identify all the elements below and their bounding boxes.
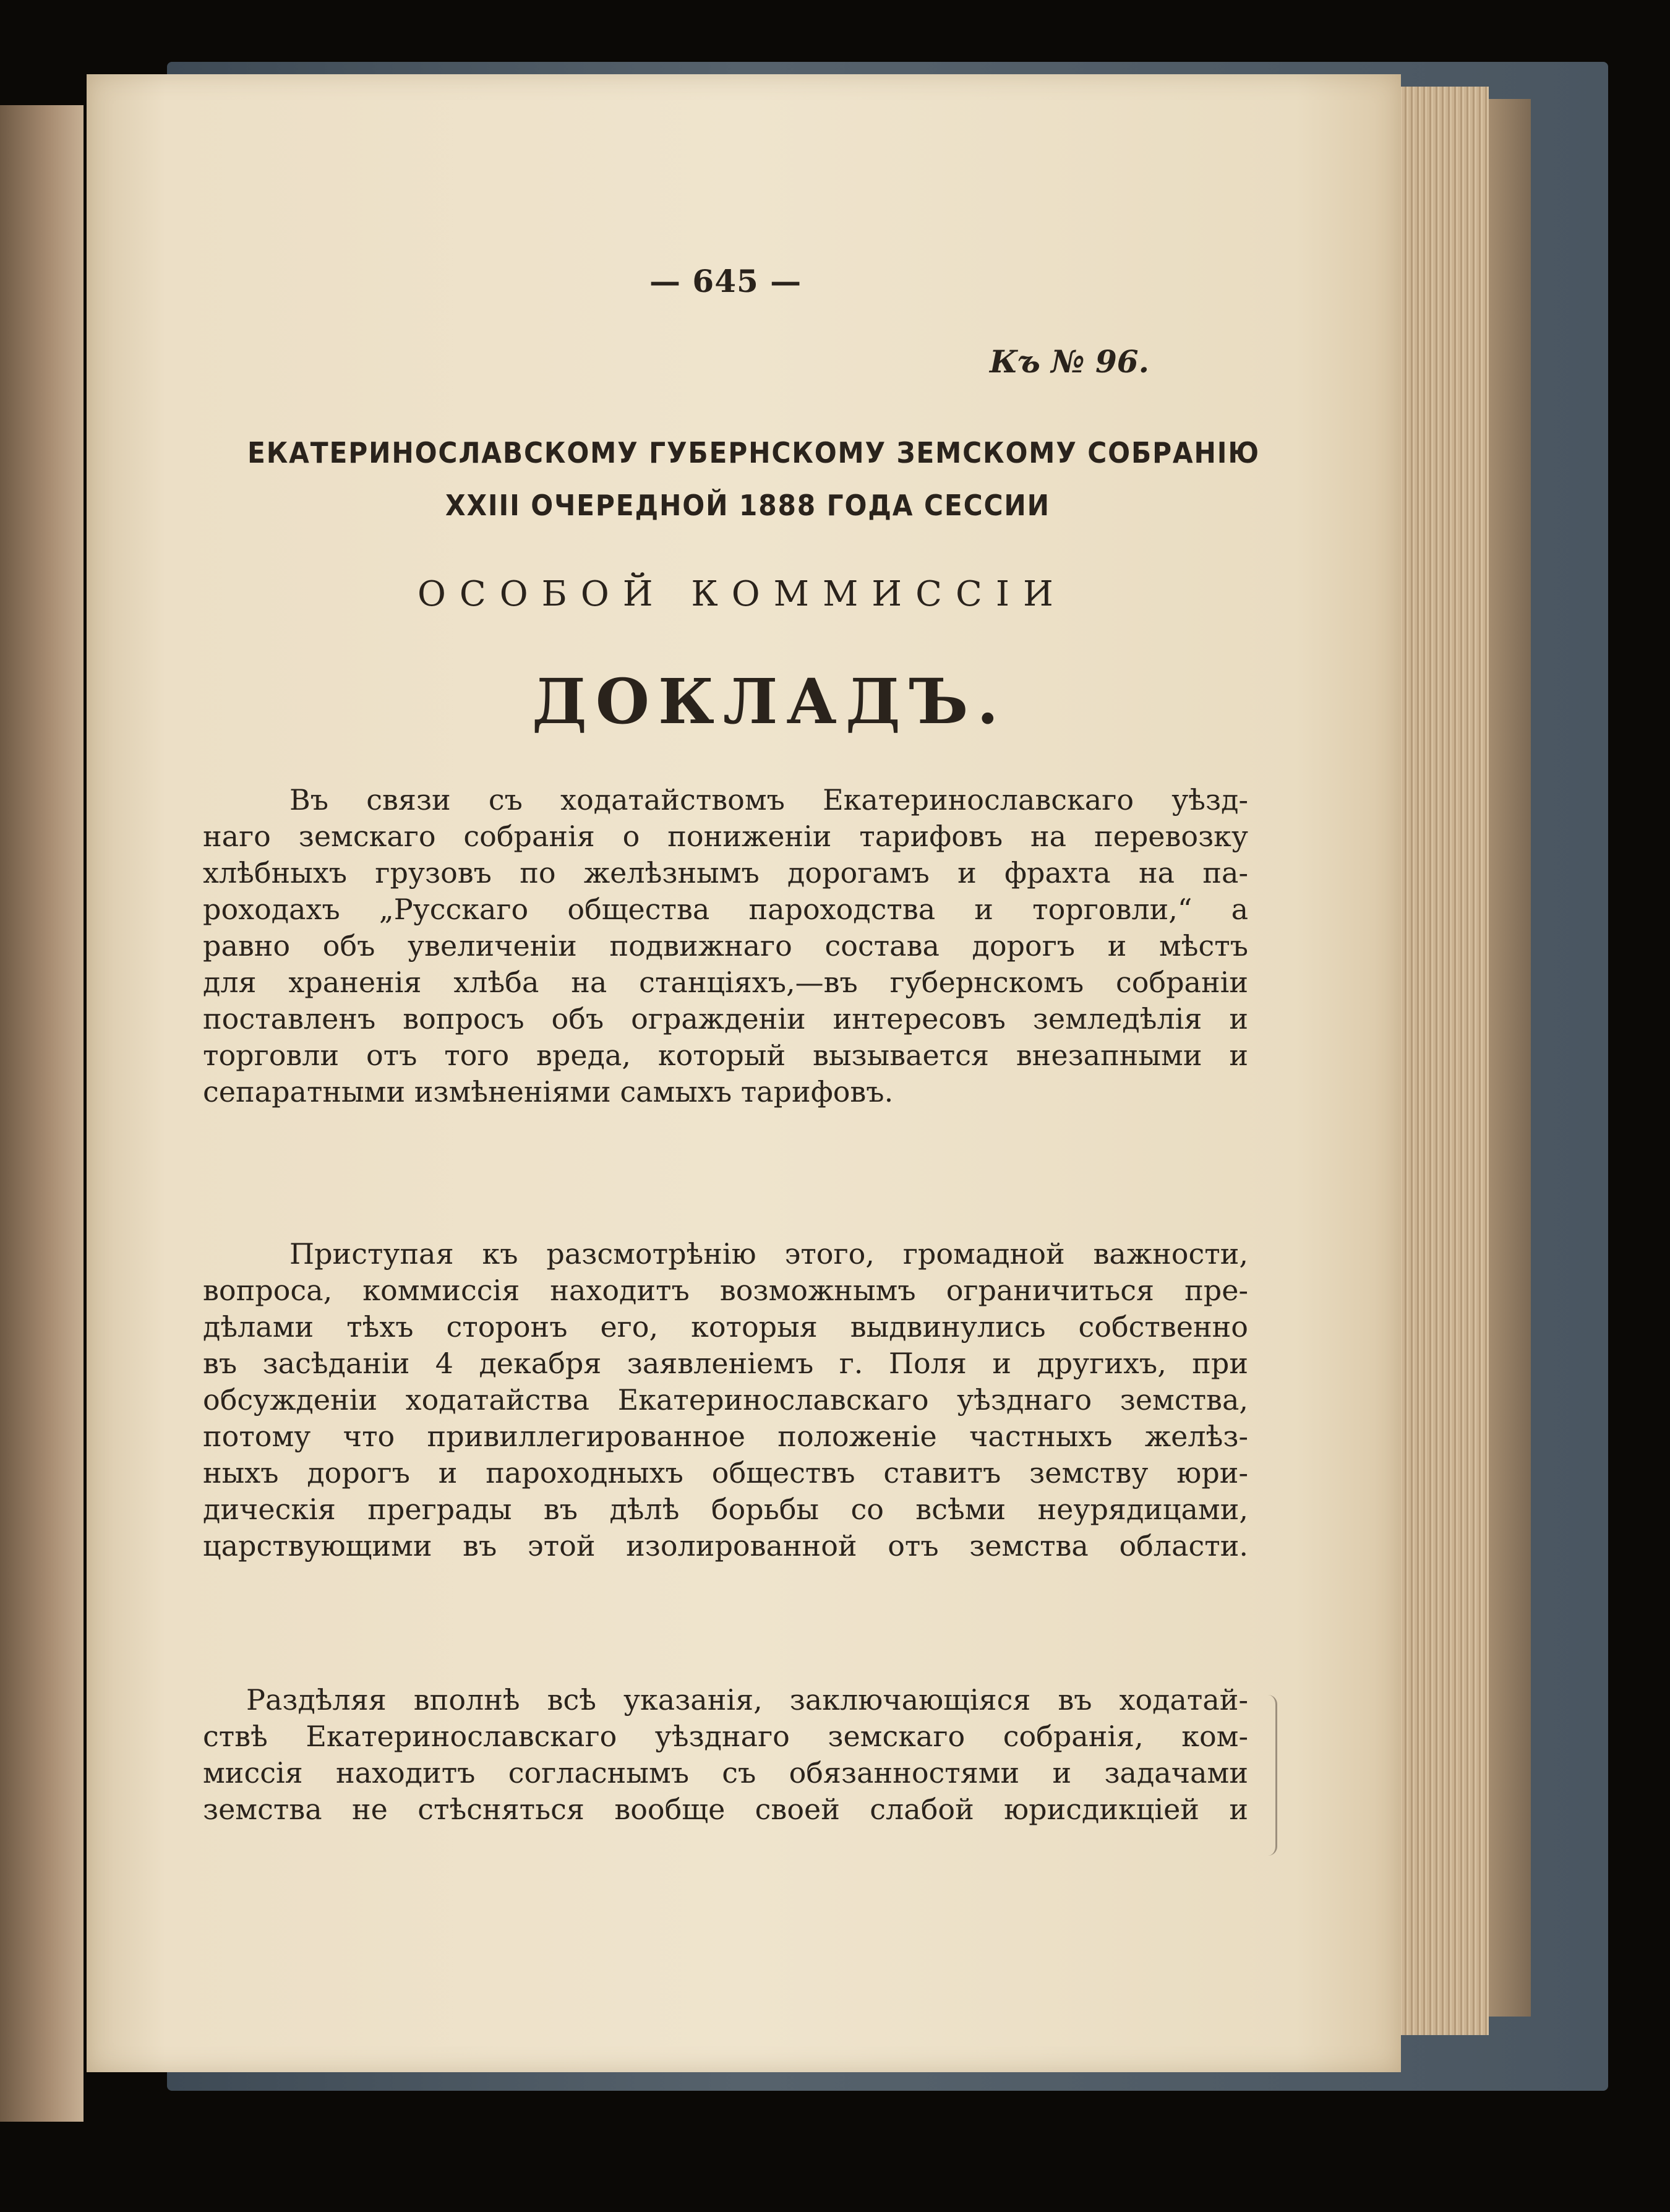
text-line: ныхъ дорогъ и пароходныхъ обществъ ставитъ земству юри- <box>203 1456 1248 1490</box>
heading-session: XXIII ОЧЕРЕДНОЙ 1888 ГОДА СЕССИИ <box>445 489 1050 522</box>
text-line: Въ связи съ ходатайствомъ Екатеринославскаго уѣзд- <box>289 783 1248 817</box>
page-block-edges <box>1395 87 1489 2035</box>
text-line: въ засѣданіи 4 декабря заявленіемъ г. Поля и другихъ, при <box>203 1347 1248 1380</box>
text-line: потому что привиллегированное положеніе частныхъ желѣз- <box>203 1420 1248 1453</box>
text-line: миссія находитъ согласнымъ съ обязанностями и задачами <box>203 1756 1248 1790</box>
text-line: Раздѣляя вполнѣ всѣ указанія, заключающіяся въ ходатай- <box>246 1683 1248 1717</box>
margin-pencil-mark <box>1268 1695 1277 1856</box>
paragraph-2 <box>203 1236 1248 1564</box>
text-line: торговли отъ того вреда, который вызывается внезапными и <box>203 1039 1248 1072</box>
text-line: ствѣ Екатеринославскаго уѣзднаго земскаго собранія, ком- <box>203 1720 1248 1753</box>
text-line: хлѣбныхъ грузовъ по желѣзнымъ дорогамъ и фрахта на па- <box>203 856 1248 890</box>
text-line: дѣлами тѣхъ сторонъ его, которыя выдвинулись собственно <box>203 1310 1248 1344</box>
text-line: царствующими въ этой изолированной отъ земства области. <box>203 1529 1248 1563</box>
text-line: земства не стѣсняться вообще своей слабой юрисдикціей и <box>203 1793 1248 1826</box>
reference-number: Къ № 96. <box>990 343 1149 380</box>
text-line: поставленъ вопросъ объ огражденіи интересовъ земледѣлія и <box>203 1002 1248 1035</box>
heading-assembly: ЕКАТЕРИНОСЛАВСКОМУ ГУБЕРНСКОМУ ЗЕМСКОМУ СОБРАНІЮ <box>247 436 1260 469</box>
facing-page-edge <box>0 105 84 2122</box>
text-line: вопроса, коммиссія находитъ возможнымъ ограничиться пре- <box>203 1274 1248 1307</box>
text-line: роходахъ „Русскаго общества пароходства и торговли,“ а <box>203 893 1248 926</box>
paragraph-1 <box>203 782 1248 1110</box>
text-line: равно объ увеличеніи подвижнаго состава дорогъ и мѣстъ <box>203 929 1248 962</box>
page-block-shadow <box>1488 99 1531 2017</box>
text-line: обсужденіи ходатайства Екатеринославскаго уѣзднаго земства, <box>203 1383 1248 1417</box>
text-line: наго земскаго собранія о пониженіи тарифовъ на перевозку <box>203 820 1248 853</box>
paragraph-3 <box>203 1682 1248 1828</box>
document-title: ДОКЛАДЪ. <box>532 665 1008 738</box>
page-number: — 645 — <box>649 263 802 299</box>
text-line: для храненія хлѣба на станціяхъ,—въ губернскомъ собраніи <box>203 966 1248 999</box>
text-line: дическія преграды въ дѣлѣ борьбы со всѣми неурядицами, <box>203 1493 1248 1526</box>
text-line: Приступая къ разсмотрѣнію этого, громадной важности, <box>289 1237 1248 1271</box>
text-line: сепаратными измѣненіями самыхъ тарифовъ. <box>203 1075 894 1108</box>
heading-commission: ОСОБОЙ КОММИССІИ <box>417 574 1067 614</box>
